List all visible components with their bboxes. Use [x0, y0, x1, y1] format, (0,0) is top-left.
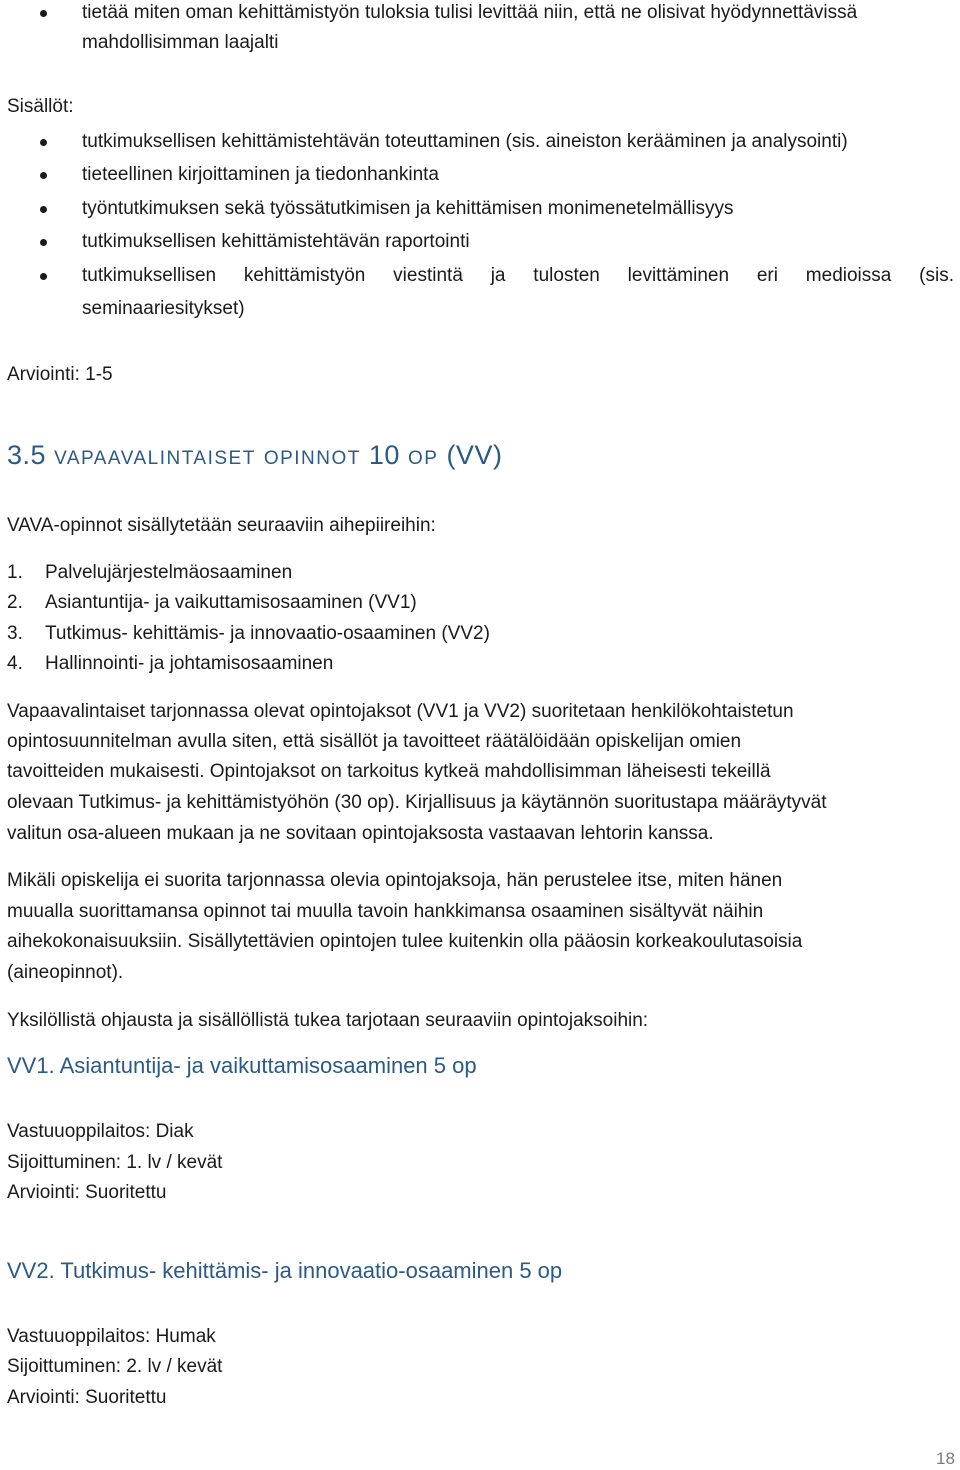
paragraph-line: (aineopinnot). [7, 962, 124, 983]
list-item: Palvelujärjestelmäosaaminen [45, 562, 293, 583]
vv1-arviointi: Arviointi: Suoritettu [7, 1182, 167, 1203]
vv2-arviointi: Arviointi: Suoritettu [7, 1387, 167, 1408]
paragraph-line: opintosuunnitelman avulla siten, että sisällöt ja tavoitteet räätälöidään opiskelijan omien [7, 731, 742, 752]
list-item: Tutkimus- kehittämis- ja innovaatio-osaaminen (VV2) [45, 623, 490, 644]
vava-intro: VAVA-opinnot sisällytetään seuraaviin aihepiireihin: [7, 515, 436, 536]
paragraph-line: olevaan Tutkimus- ja kehittämistyöhön (30 op). Kirjallisuus ja käytännön suoritustapa määräytyvät [7, 792, 827, 813]
paragraph-line: Vapaavalintaiset tarjonnassa olevat opintojaksot (VV1 ja VV2) suoritetaan henkilökohtaistetun [7, 701, 794, 722]
paragraph-line: valitun osa-alueen mukaan ja ne sovitaan opintojaksosta vastaavan lehtorin kanssa. [7, 823, 714, 844]
vv1-heading: VV1. Asiantuntija- ja vaikuttamisosaaminen 5 op [7, 1053, 477, 1078]
list-item: tutkimuksellisen kehittämistyön viestintä ja tulosten levittäminen eri medioissa (sis. [82, 265, 954, 286]
vv2-vastuu: Vastuuoppilaitos: Humak [7, 1326, 216, 1347]
vv1-sijoittuminen: Sijoittuminen: 1. lv / kevät [7, 1152, 223, 1173]
section-abbr: (VV) [446, 440, 503, 470]
list-number: 2. [7, 592, 23, 613]
paragraph-yksilollista: Yksilöllistä ohjausta ja sisällöllistä tukea tarjotaan seuraaviin opintojaksoihin: [7, 1010, 649, 1031]
list-item: tutkimuksellisen kehittämistehtävän toteuttaminen (sis. aineiston kerääminen ja analysointi) [82, 131, 848, 152]
section-title-word2: OPINNOT [263, 448, 361, 469]
vv2-sijoittuminen: Sijoittuminen: 2. lv / kevät [7, 1356, 223, 1377]
page-number: 18 [936, 1449, 955, 1468]
section-title-word1: VAPAAVALINTAISET [54, 448, 256, 469]
bullet-dot [40, 273, 47, 280]
section-heading [7, 440, 502, 471]
vv1-vastuu: Vastuuoppilaitos: Diak [7, 1121, 194, 1142]
paragraph-line: muualla suorittamansa opinnot tai muulla tavoin hankkimansa osaaminen sisältyvät näihin [7, 901, 764, 922]
paragraph-line: Mikäli opiskelija ei suorita tarjonnassa olevia opintojaksoja, hän perustelee itse, miten hänen [7, 870, 783, 891]
list-item: Asiantuntija- ja vaikuttamisosaaminen (VV1) [45, 592, 417, 613]
list-number: 4. [7, 653, 23, 674]
bullet-dot [40, 172, 47, 179]
bullet-dot [40, 239, 47, 246]
sisallot-label: Sisällöt: [7, 96, 74, 117]
list-number: 3. [7, 623, 23, 644]
bullet-dot [40, 206, 47, 213]
vv2-heading: VV2. Tutkimus- kehittämis- ja innovaatio-osaaminen 5 op [7, 1258, 563, 1283]
bullet-dot [40, 10, 47, 17]
paragraph-line: tavoitteiden mukaisesti. Opintojaksot on tarkoitus kytkeä mahdollisimman läheisesti tekeillä [7, 761, 771, 782]
list-item: tieteellinen kirjoittaminen ja tiedonhankinta [82, 164, 440, 185]
list-item: Hallinnointi- ja johtamisosaaminen [45, 653, 334, 674]
paragraph-line: aihekokonaisuuksiin. Sisällytettävien opintojen tulee kuitenkin olla pääosin korkeakoulutasoisia [7, 931, 803, 952]
section-credits: 10 [368, 440, 400, 470]
list-item: tutkimuksellisen kehittämistehtävän raportointi [82, 231, 470, 252]
arviointi-label: Arviointi: 1-5 [7, 364, 113, 385]
list-item: työntutkimuksen sekä työssätutkimisen ja kehittämisen monimenetelmällisyys [82, 198, 734, 219]
top-bullet-line1: tietää miten oman kehittämistyön tuloksia tulisi levittää niin, että ne olisivat hyödynnettävissä [82, 2, 858, 23]
top-bullet-line2: mahdollisimman laajalti [82, 32, 279, 53]
section-number: 3.5 [7, 440, 47, 470]
list-item-continuation: seminaariesitykset) [82, 298, 245, 319]
bullet-dot [40, 139, 47, 146]
list-number: 1. [7, 562, 23, 583]
section-credits-unit: OP [407, 448, 439, 469]
